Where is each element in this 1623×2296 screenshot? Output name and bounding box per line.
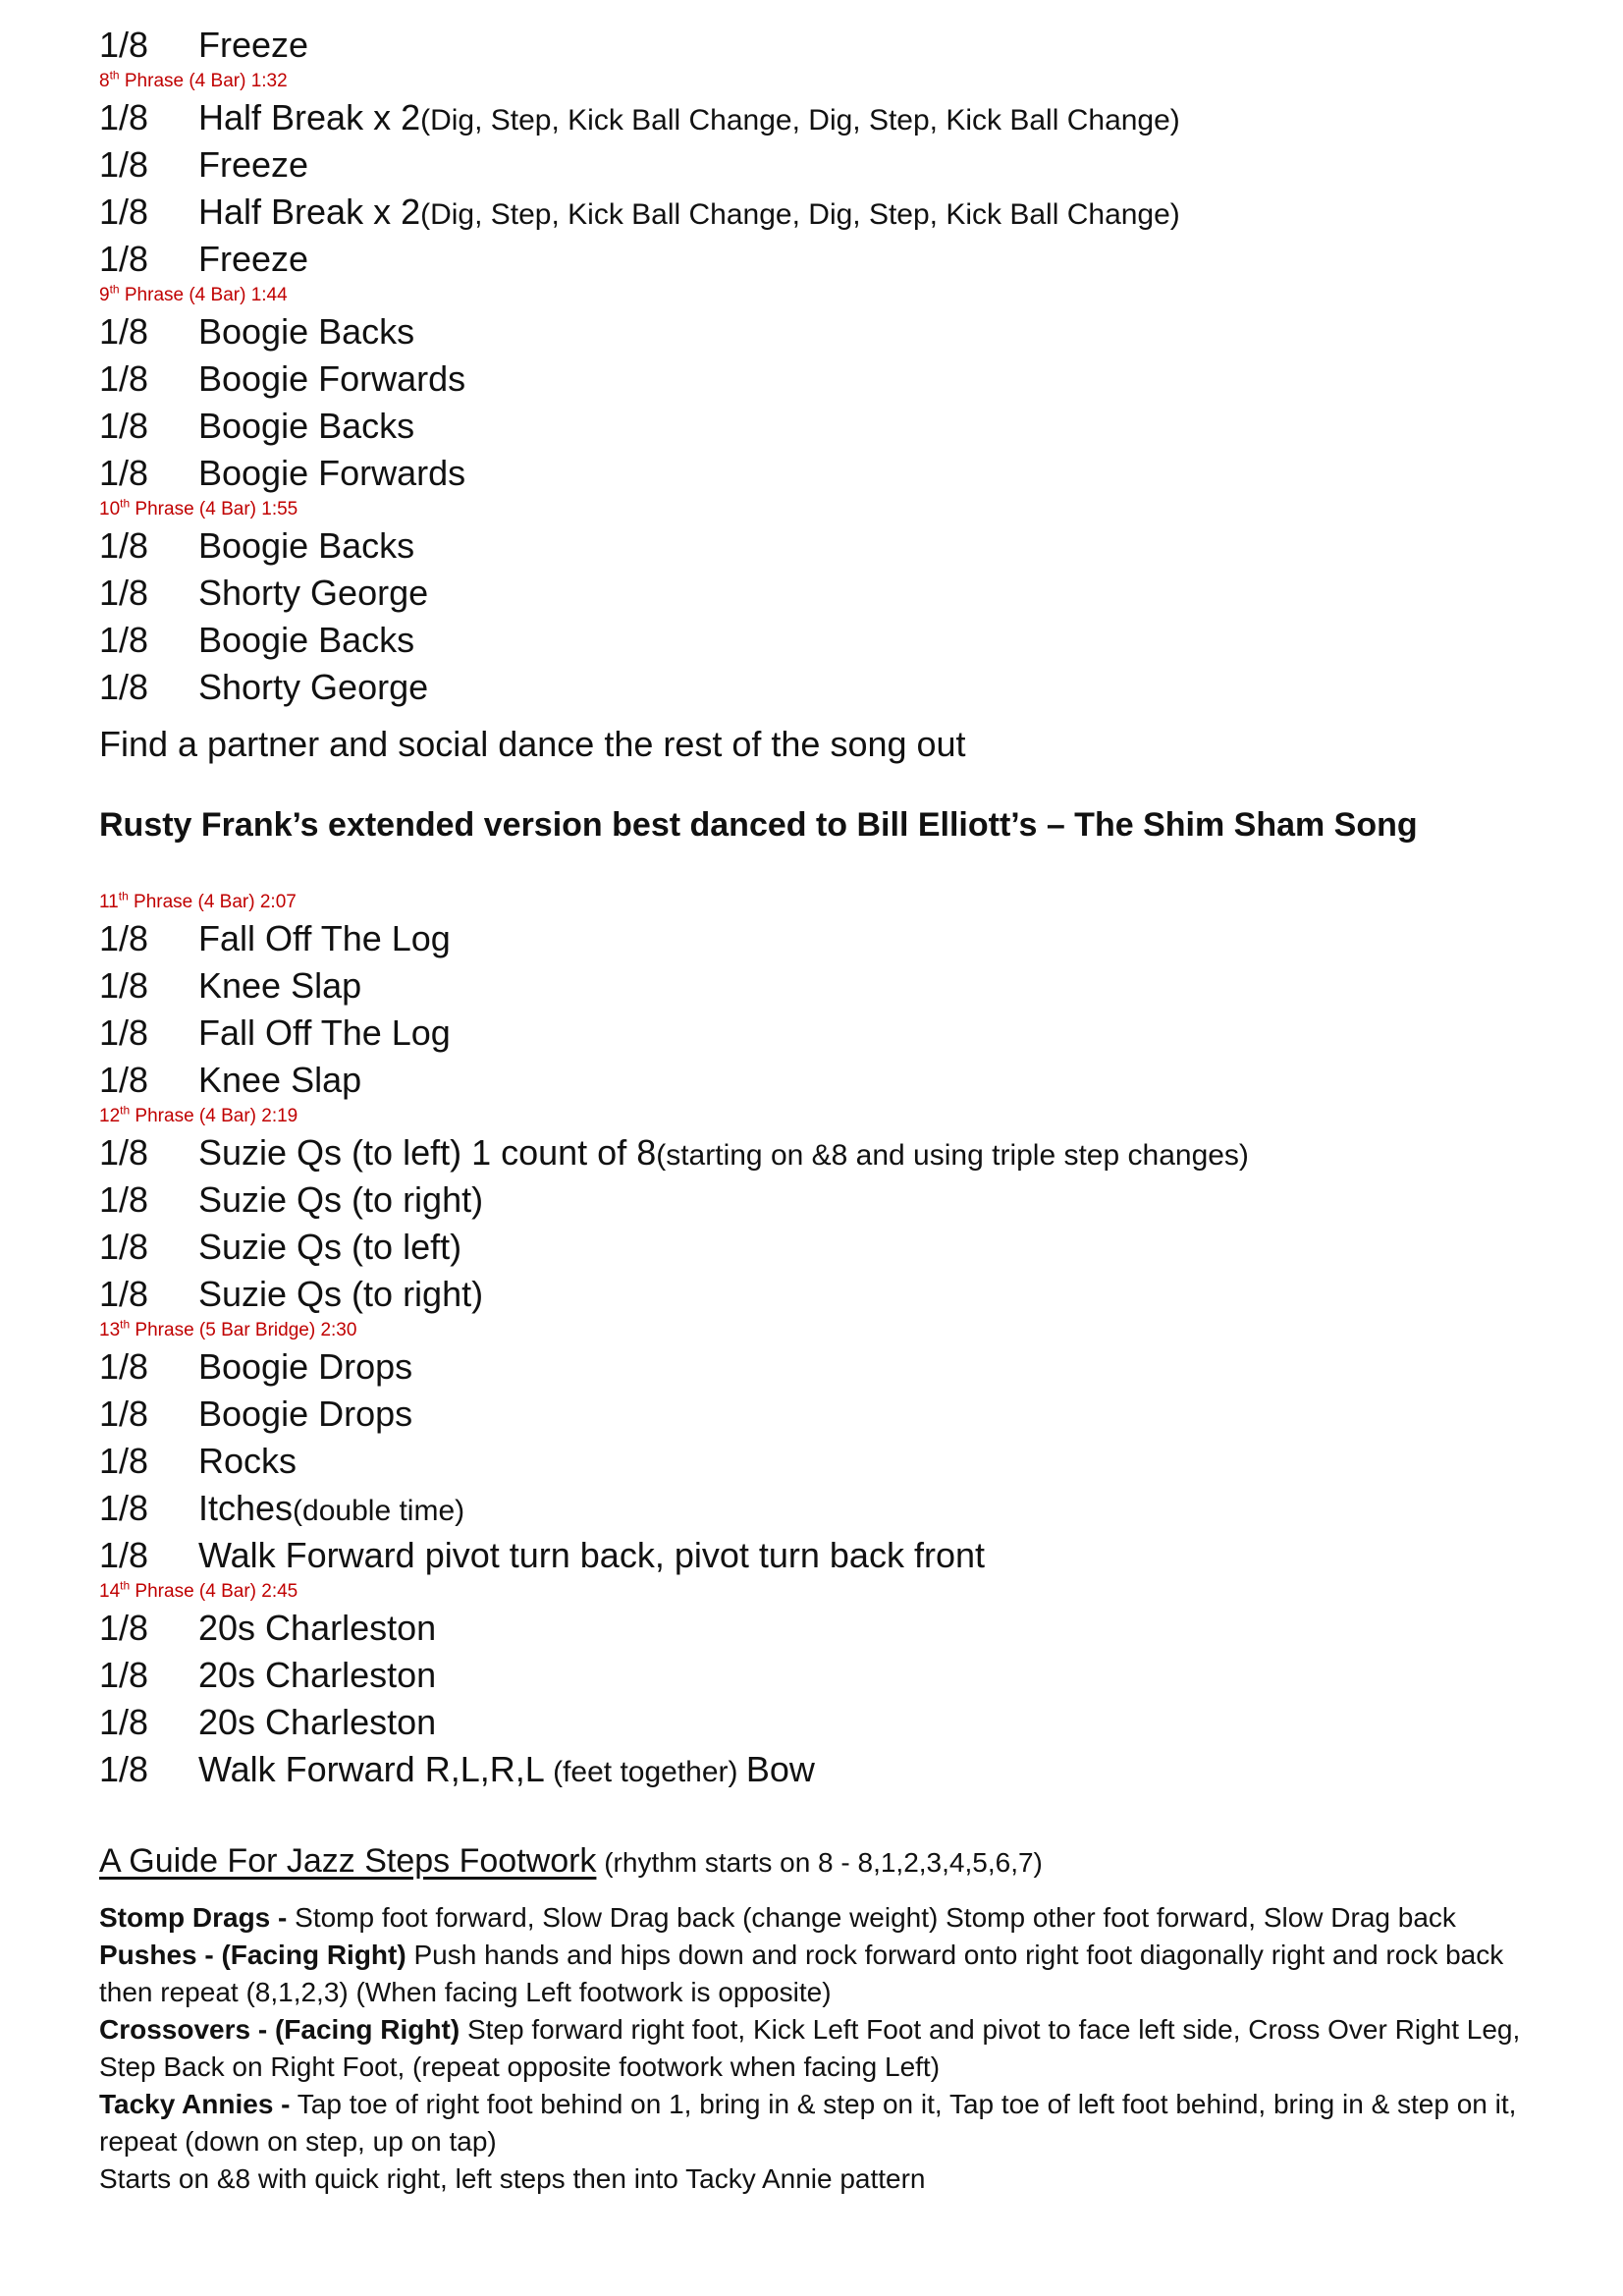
count-label: 1/8 [99, 1608, 149, 1648]
step-line [99, 1746, 1552, 1793]
step-group [99, 1129, 1552, 1318]
step-detail: (double time) [293, 1495, 465, 1527]
step-line [99, 1391, 1552, 1438]
guide-term: Pushes - (Facing Right) [99, 1940, 406, 1970]
guide-text: Step forward right foot, Kick Left Foot and pivot to face left side, Cross Over Right Leg, Step Back on Right Foot, (repeat opposite footwork when facing Left) [99, 2014, 1521, 2082]
guide-term: Tacky Annies - [99, 2089, 291, 2119]
step-name: Boogie Forwards [198, 453, 466, 493]
step-detail: (starting on &8 and using triple step changes) [656, 1139, 1249, 1172]
step-name: Knee Slap [198, 1060, 362, 1100]
step-line [99, 1010, 1552, 1057]
step-name: Boogie Backs [198, 406, 415, 446]
step-name: Shorty George [198, 667, 429, 707]
step-line [99, 1176, 1552, 1224]
step-name: Walk Forward R,L,R,L (feet together) Bow [198, 1749, 815, 1789]
count-label: 1/8 [99, 965, 149, 1006]
step-line [99, 308, 1552, 355]
phrase-heading: 10th Phrase (4 Bar) 1:55 [99, 496, 298, 519]
guide-item [99, 2160, 1533, 2198]
step-line [99, 450, 1552, 497]
count-label: 1/8 [99, 1012, 149, 1053]
step-line [99, 1532, 1552, 1579]
guide-list [99, 1899, 1533, 2198]
step-line [99, 141, 1552, 189]
step-line [99, 189, 1552, 236]
count-label: 1/8 [99, 311, 149, 352]
step-line [99, 1129, 1552, 1176]
step-name: Walk Forward pivot turn back, pivot turn back front [198, 1535, 985, 1575]
guide-title: A Guide For Jazz Steps Footwork [99, 1842, 597, 1880]
count-label: 1/8 [99, 1179, 149, 1220]
step-name: Freeze [198, 239, 309, 279]
section-subheading: Rusty Frank’s extended version best danced to Bill Elliott’s – The Shim Sham Song [99, 806, 1418, 844]
step-line [99, 1485, 1552, 1532]
count-label: 1/8 [99, 1441, 149, 1481]
count-label: 1/8 [99, 1132, 149, 1173]
phrase-heading: 11th Phrase (4 Bar) 2:07 [99, 889, 297, 912]
step-line [99, 617, 1552, 664]
step-name: Fall Off The Log [198, 918, 451, 958]
count-label: 1/8 [99, 97, 149, 137]
step-name: Boogie Forwards [198, 358, 466, 399]
phrase-heading: 13th Phrase (5 Bar Bridge) 2:30 [99, 1317, 357, 1340]
step-name: Boogie Backs [198, 311, 415, 352]
step-line [99, 94, 1552, 141]
step-detail: (Dig, Step, Kick Ball Change, Dig, Step, Kick Ball Change) [420, 198, 1180, 231]
step-name: Half Break x 2 [198, 97, 421, 137]
count-label: 1/8 [99, 406, 149, 446]
count-label: 1/8 [99, 239, 149, 279]
step-line [99, 1343, 1552, 1391]
step-name: Suzie Qs (to left) 1 count of 8 [198, 1132, 657, 1173]
guide-text: Tap toe of right foot behind on 1, bring in & step on it, Tap toe of left foot behind, bring in & step on it, repeat (down on step, up on tap) [99, 2089, 1517, 2157]
step-name: Half Break x 2 [198, 191, 421, 232]
step-line [99, 915, 1552, 962]
count-label: 1/8 [99, 1655, 149, 1695]
count-label: 1/8 [99, 1488, 149, 1528]
step-line [99, 1438, 1552, 1485]
guide-term: Crossovers - (Facing Right) [99, 2014, 460, 2045]
phrase-heading: 9th Phrase (4 Bar) 1:44 [99, 282, 288, 305]
count-label: 1/8 [99, 620, 149, 660]
step-line [99, 962, 1552, 1010]
guide-term: Stomp Drags - [99, 1902, 288, 1933]
step-name: Freeze [198, 144, 309, 185]
step-group [99, 22, 1552, 69]
guide-heading [99, 1838, 1552, 1886]
guide-item [99, 2086, 1533, 2160]
step-line [99, 570, 1552, 617]
count-label: 1/8 [99, 1535, 149, 1575]
step-name: Boogie Drops [198, 1394, 413, 1434]
step-line [99, 664, 1552, 711]
step-group [99, 1605, 1552, 1746]
guide-text: Starts on &8 with quick right, left steps then into Tacky Annie pattern [99, 2163, 926, 2194]
guide-item [99, 1937, 1533, 2011]
step-line [99, 236, 1552, 283]
count-label: 1/8 [99, 1394, 149, 1434]
step-line [99, 355, 1552, 403]
step-line [99, 1605, 1552, 1652]
step-name: Fall Off The Log [198, 1012, 451, 1053]
count-label: 1/8 [99, 525, 149, 566]
step-line [99, 403, 1552, 450]
count-label: 1/8 [99, 1702, 149, 1742]
count-label: 1/8 [99, 918, 149, 958]
step-name: Boogie Backs [198, 525, 415, 566]
step-name: Freeze [198, 25, 309, 65]
step-name: Rocks [198, 1441, 298, 1481]
count-label: 1/8 [99, 1060, 149, 1100]
step-group [99, 915, 1552, 1104]
step-line [99, 1057, 1552, 1104]
step-group [99, 1343, 1552, 1579]
count-label: 1/8 [99, 1227, 149, 1267]
count-label: 1/8 [99, 1749, 149, 1789]
step-line [99, 1271, 1552, 1318]
count-label: 1/8 [99, 358, 149, 399]
phrase-heading: 12th Phrase (4 Bar) 2:19 [99, 1103, 298, 1126]
count-label: 1/8 [99, 1274, 149, 1314]
step-name: Suzie Qs (to left) [198, 1227, 462, 1267]
step-name: 20s Charleston [198, 1608, 437, 1648]
count-label: 1/8 [99, 144, 149, 185]
step-name: Itches [198, 1488, 294, 1528]
step-name: Shorty George [198, 573, 429, 613]
step-name: 20s Charleston [198, 1702, 437, 1742]
guide-item [99, 2011, 1533, 2086]
step-line [99, 22, 1552, 69]
guide-text: Stomp foot forward, Slow Drag back (change weight) Stomp other foot forward, Slow Drag back [287, 1902, 1456, 1933]
step-name: Suzie Qs (to right) [198, 1179, 484, 1220]
count-label: 1/8 [99, 1346, 149, 1387]
guide-rhythm: (rhythm starts on 8 - 8,1,2,3,4,5,6,7) [596, 1847, 1043, 1878]
step-name: Suzie Qs (to right) [198, 1274, 484, 1314]
step-line [99, 1699, 1552, 1746]
step-name: Knee Slap [198, 965, 362, 1006]
step-line [99, 1224, 1552, 1271]
count-label: 1/8 [99, 191, 149, 232]
phrase-heading: 14th Phrase (4 Bar) 2:45 [99, 1578, 298, 1602]
step-name: Boogie Backs [198, 620, 415, 660]
step-group [99, 522, 1552, 711]
step-line [99, 522, 1552, 570]
phrase-heading: 8th Phrase (4 Bar) 1:32 [99, 68, 288, 91]
closing-note: Find a partner and social dance the rest of the song out [99, 724, 966, 764]
step-line [99, 1652, 1552, 1699]
step-name: Boogie Drops [198, 1346, 413, 1387]
step-group [99, 94, 1552, 283]
count-label: 1/8 [99, 453, 149, 493]
count-label: 1/8 [99, 25, 149, 65]
step-group [99, 308, 1552, 497]
guide-text: Push hands and hips down and rock forward onto right foot diagonally right and rock back then repeat (8,1,2,3) (When facing Left footwork is opposite) [99, 1940, 1504, 2007]
step-detail: (Dig, Step, Kick Ball Change, Dig, Step, Kick Ball Change) [420, 104, 1180, 137]
count-label: 1/8 [99, 573, 149, 613]
count-label: 1/8 [99, 667, 149, 707]
guide-item [99, 1899, 1533, 1937]
step-name: 20s Charleston [198, 1655, 437, 1695]
document-content [99, 22, 1552, 2198]
